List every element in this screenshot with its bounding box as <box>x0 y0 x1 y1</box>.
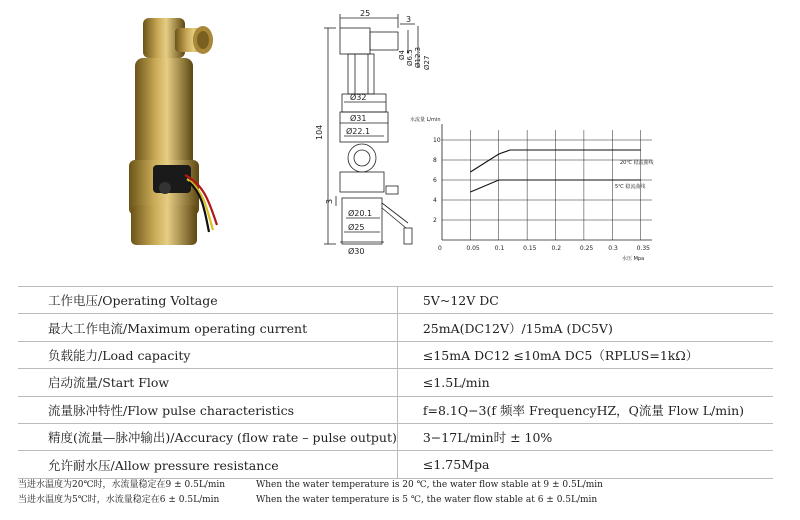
spec-label: 流量脉冲特性/Flow pulse characteristics <box>18 396 397 423</box>
dim-d12-3: Ø12.3 <box>414 46 422 68</box>
dim-d31: Ø31 <box>350 114 367 123</box>
y-tick-label: 4 <box>433 197 437 204</box>
x-tick-label: 0.3 <box>608 245 618 252</box>
footnote-en: When the water temperature is 20 ℃, the water flow stable at 9 ± 0.5L/min <box>256 480 603 490</box>
spec-row <box>18 287 773 314</box>
spec-row <box>18 423 773 450</box>
spec-label: 精度(流量—脉冲输出)/Accuracy (flow rate – pulse output) <box>18 423 397 450</box>
spec-value: f=8.1Q−3(f 频率 FrequencyHZ，Q流量 Flow L/min) <box>397 396 773 423</box>
spec-table <box>18 286 773 479</box>
sensor-photo <box>125 10 235 260</box>
x-tick-label: 0.05 <box>466 245 480 252</box>
y-tick-label: 6 <box>433 177 437 184</box>
x-tick-label: 0.15 <box>523 245 537 252</box>
spec-label: 允许耐水压/Allow pressure resistance <box>18 451 397 478</box>
dim-top-width: 25 <box>360 9 371 18</box>
spec-label: 最大工作电流/Maximum operating current <box>18 314 397 341</box>
spec-row <box>18 396 773 423</box>
x-tick-label: 0 <box>438 245 442 252</box>
legend-20c: 20℃ 稳流曲线 <box>620 160 654 166</box>
spec-row <box>18 314 773 341</box>
dim-d20-1: Ø20.1 <box>348 209 373 218</box>
flow-curve-chart <box>410 112 670 262</box>
y-tick-label: 8 <box>433 157 437 164</box>
dim-d25: Ø25 <box>348 223 365 232</box>
dim-height: 104 <box>315 124 324 140</box>
x-tick-label: 0.35 <box>636 245 651 252</box>
chart-xlabel: 水压 Mpa <box>622 256 645 262</box>
spec-value: ≤1.5L/min <box>397 369 773 396</box>
spec-value: ≤1.75Mpa <box>397 451 773 478</box>
spec-value: ≤15mA DC12 ≤10mA DC5（RPLUS=1kΩ） <box>397 341 773 368</box>
footnote-cn: 当进水温度为5℃时，水流量稳定在6 ± 0.5L/min <box>18 495 220 505</box>
spec-value: 5V~12V DC <box>397 287 773 314</box>
dim-d27: Ø27 <box>423 55 431 70</box>
spec-row <box>18 341 773 368</box>
footnote-5c <box>18 493 603 508</box>
x-tick-label: 0.1 <box>494 245 505 252</box>
dim-d6-5: Ø6.5 <box>406 49 414 66</box>
spec-row <box>18 369 773 396</box>
spec-value: 3−17L/min时 ± 10% <box>397 423 773 450</box>
chart-ylabel: 水流量 L/min <box>410 117 441 123</box>
footnotes <box>18 478 603 508</box>
spec-label: 启动流量/Start Flow <box>18 369 397 396</box>
dim-d22-1: Ø22.1 <box>346 127 371 136</box>
spec-label: 负载能力/Load capacity <box>18 341 397 368</box>
legend-5c: 5℃ 稳流曲线 <box>615 184 646 190</box>
x-tick-label: 0.25 <box>579 245 594 252</box>
footnote-20c <box>18 478 603 493</box>
footnote-cn: 当进水温度为20℃时，水流量稳定在9 ± 0.5L/min <box>18 480 226 490</box>
spec-label: 工作电压/Operating Voltage <box>18 287 397 314</box>
dim-d4: Ø4 <box>398 50 406 60</box>
dim-d32: Ø32 <box>350 93 367 102</box>
spec-row <box>18 451 773 478</box>
dim-bottom-offset: 3 <box>325 198 334 204</box>
dim-d30: Ø30 <box>348 247 365 256</box>
footnote-en: When the water temperature is 5 ℃, the water flow stable at 6 ± 0.5L/min <box>256 495 598 505</box>
spec-value: 25mA(DC12V）/15mA (DC5V) <box>397 314 773 341</box>
y-tick-label: 10 <box>433 137 441 144</box>
x-tick-label: 0.2 <box>551 245 562 252</box>
dim-top-offset: 3 <box>406 15 412 24</box>
y-tick-label: 2 <box>433 217 437 224</box>
